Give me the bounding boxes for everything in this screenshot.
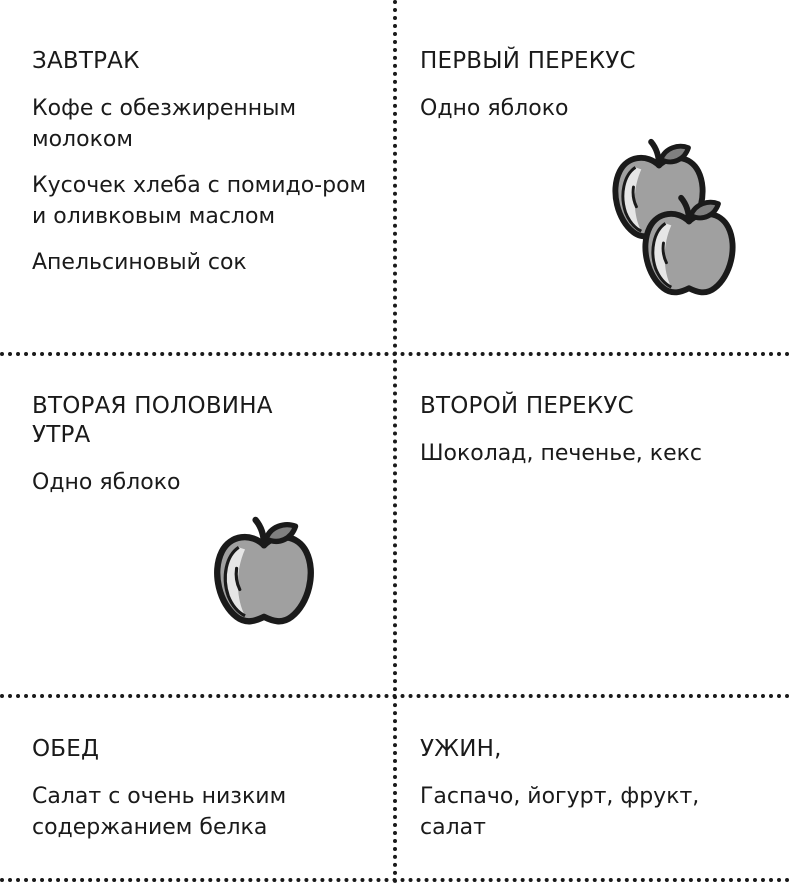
cell-second-snack: [420, 392, 770, 484]
cell-first-snack: [420, 47, 770, 139]
vertical-divider: [393, 0, 397, 884]
menu-item: Кофе с обезжиренным молоком: [32, 96, 297, 152]
cell-mid-morning: [32, 392, 332, 513]
menu-item: Гаспачо, йогурт, фрукт, салат: [420, 784, 700, 840]
cell-title: ВТОРОЙ ПЕРЕКУС: [420, 393, 634, 419]
cell-title: ОБЕД: [32, 736, 100, 762]
menu-item: Салат с очень низким содержанием белка: [32, 784, 287, 840]
horizontal-divider-2: [0, 694, 790, 698]
cell-dinner: [420, 735, 720, 858]
menu-item: Апельсиновый сок: [32, 250, 247, 275]
horizontal-divider-3: [0, 878, 790, 882]
cell-lunch: [32, 735, 332, 858]
cell-title: ЗАВТРАК: [32, 48, 140, 74]
apple-icon: [634, 186, 744, 308]
apple-icon: [205, 508, 323, 637]
menu-item: Кусочек хлеба с помидо-ром и оливковым маслом: [32, 173, 367, 229]
cell-title: УЖИН,: [420, 736, 502, 762]
menu-item: Одно яблоко: [32, 470, 181, 495]
horizontal-divider-1: [0, 352, 790, 356]
menu-item: Шоколад, печенье, кекс: [420, 441, 703, 466]
cell-title: ПЕРВЫЙ ПЕРЕКУС: [420, 48, 636, 74]
cell-title: ВТОРАЯ ПОЛОВИНА УТРА: [32, 393, 273, 448]
cell-breakfast: [32, 47, 372, 293]
menu-item: Одно яблоко: [420, 96, 569, 121]
